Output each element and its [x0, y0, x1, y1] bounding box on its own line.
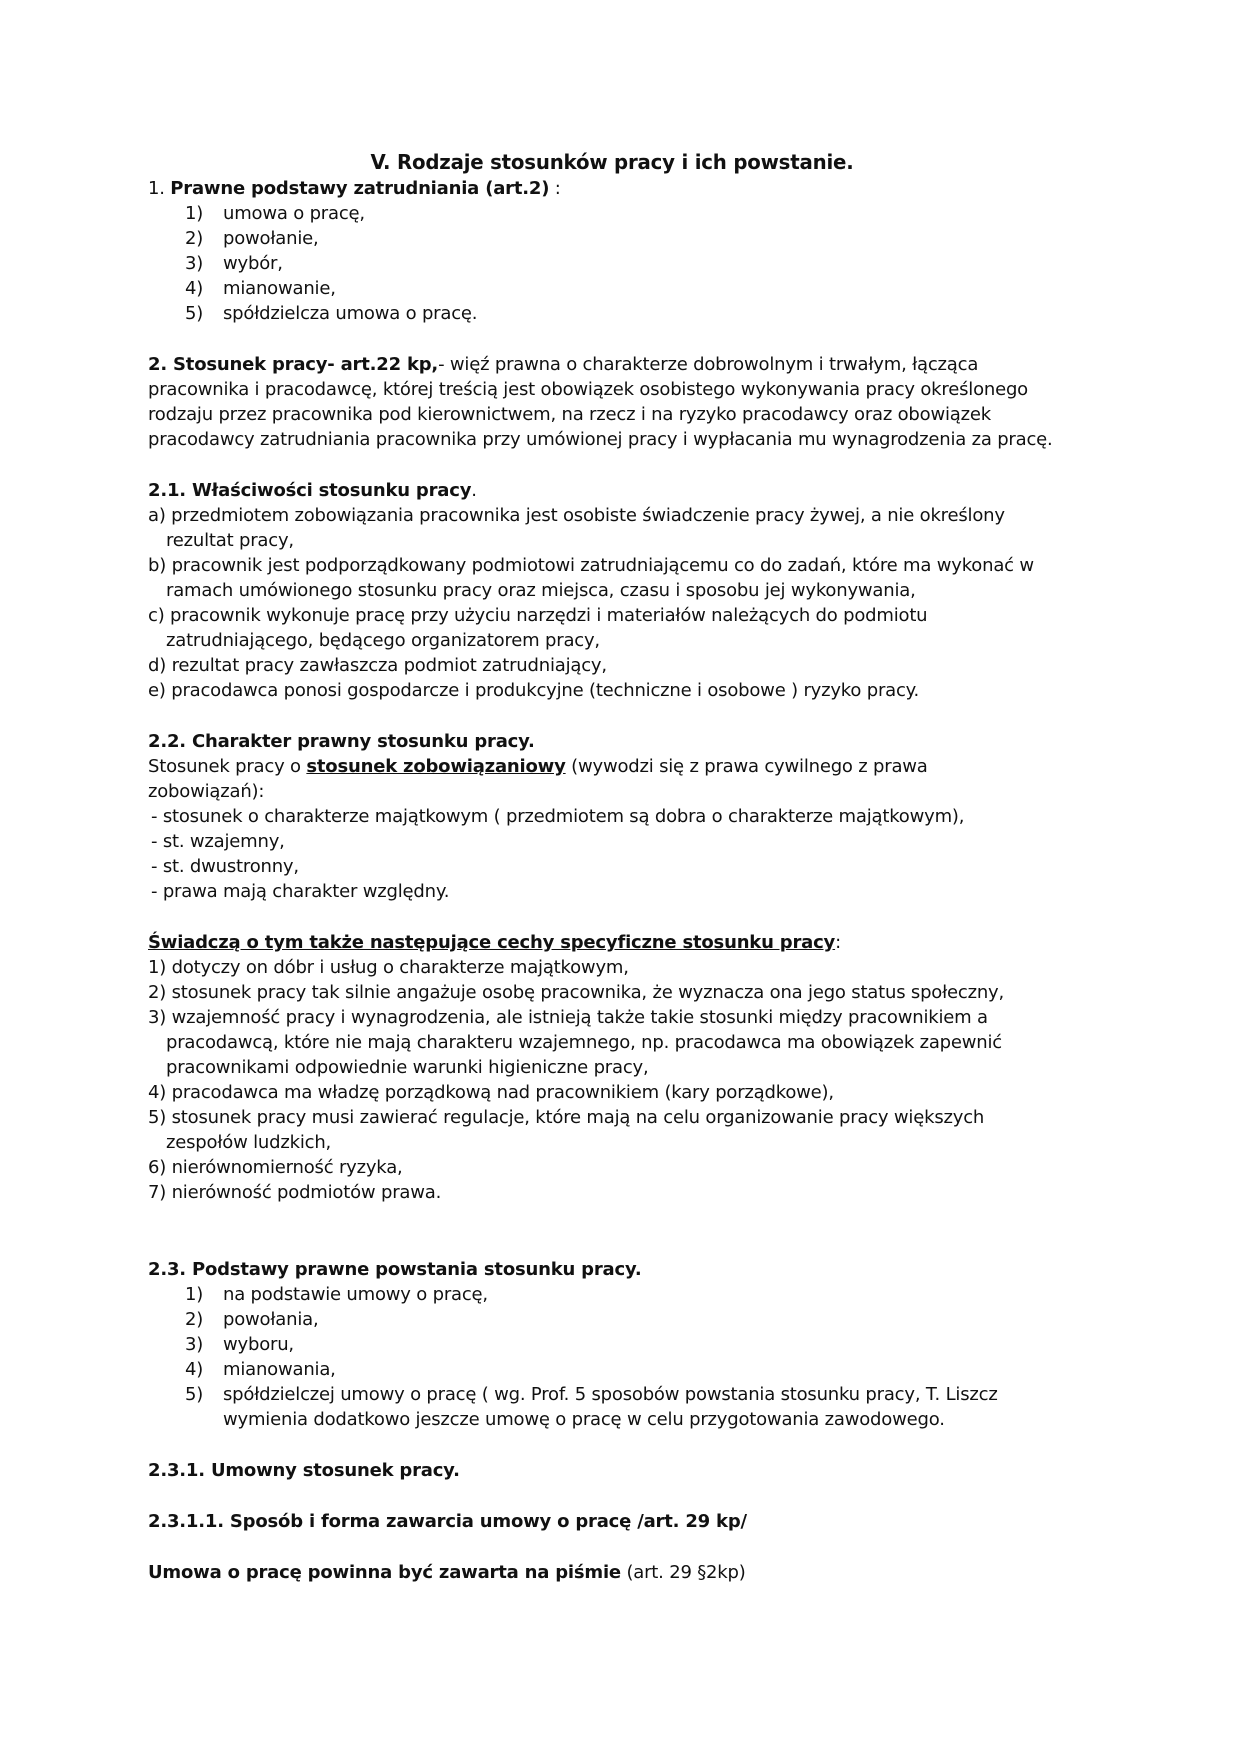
section-heading: 2.3. Podstawy prawne powstania stosunku pracy. [148, 1259, 642, 1280]
list-line: 4) pracodawca ma władzę porządkową nad pracownikiem (kary porządkowe), [148, 1082, 834, 1103]
list-item [185, 201, 365, 226]
list-line: d) rezultat pracy zawłaszcza podmiot zatrudniający, [148, 655, 607, 676]
list-continuation: wymienia dodatkowo jeszcze umowę o pracę w celu przygotowania zawodowego. [223, 1409, 945, 1430]
list-line: rezultat pracy, [166, 530, 294, 551]
list-line: 1) dotyczy on dóbr i usług o charakterze majątkowym, [148, 957, 629, 978]
list-line: 5) stosunek pracy musi zawierać regulacje, które mają na celu organizowanie pracy większych [148, 1107, 985, 1128]
list-text: spółdzielczej umowy o pracę ( wg. Prof. 5 sposobów powstania stosunku pracy, T. Liszcz [223, 1384, 998, 1405]
list-line: c) pracownik wykonuje pracę przy użyciu narzędzi i materiałów należących do podmiotu [148, 605, 928, 626]
heading-tail: : [835, 932, 841, 953]
list-line: pracownikami odpowiednie warunki higieniczne pracy, [166, 1057, 649, 1078]
list-number: 3) [185, 253, 204, 274]
list-text: umowa o pracę, [223, 203, 365, 224]
list-number: 2) [185, 228, 204, 249]
list-number: 1) [185, 203, 204, 224]
list-item [185, 226, 319, 251]
section-heading: Świadczą o tym także następujące cechy specyficzne stosunku pracy [148, 932, 836, 953]
list-text: wyboru, [223, 1334, 294, 1355]
section-number: 1. [148, 178, 171, 199]
section-heading: 2. Stosunek pracy- art.22 kp, [148, 354, 439, 375]
list-item [185, 1307, 318, 1332]
list-number: 4) [185, 1359, 204, 1380]
list-text: na podstawie umowy o pracę, [223, 1284, 488, 1305]
paragraph-line: pracodawcy zatrudniania pracownika przy umówionej pracy i wypłacania mu wynagrodzenia za pracę. [148, 429, 1053, 450]
list-line: zespołów ludzkich, [166, 1132, 332, 1153]
document-title: V. Rodzaje stosunków pracy i ich powstanie. [370, 150, 854, 174]
section-heading: 2.2. Charakter prawny stosunku pracy. [148, 731, 535, 752]
section-heading: 2.1. Właściwości stosunku pracy [148, 480, 472, 501]
section-heading: 2.3.1.1. Sposób i forma zawarcia umowy o pracę /art. 29 kp/ [148, 1511, 747, 1532]
bullet-line: - stosunek o charakterze majątkowym ( przedmiotem są dobra o charakterze majątkowym), [151, 806, 965, 827]
emphasis-text: Umowa o pracę powinna być zawarta na piśmie [148, 1562, 621, 1583]
paragraph-line: rodzaju przez pracownika pod kierownictwem, na rzecz i na ryzyko pracodawcy oraz obowiązek [148, 404, 991, 425]
list-item [185, 1382, 998, 1407]
paragraph-text: (wywodzi się z prawa cywilnego z prawa [565, 756, 928, 777]
list-number: 5) [185, 303, 204, 324]
list-line: e) pracodawca ponosi gospodarcze i produkcyjne (techniczne i osobowe ) ryzyko pracy. [148, 680, 920, 701]
list-text: powołanie, [223, 228, 319, 249]
section-2-1-heading-line [148, 478, 477, 503]
paragraph-text: (art. 29 §2kp) [620, 1562, 746, 1583]
list-number: 1) [185, 1284, 204, 1305]
heading-tail: : [549, 178, 561, 199]
list-text: wybór, [223, 253, 283, 274]
list-item [185, 1332, 294, 1357]
list-number: 2) [185, 1309, 204, 1330]
list-item [185, 1357, 336, 1382]
section-1-heading-line [148, 176, 561, 201]
bullet-line: - st. wzajemny, [151, 831, 285, 852]
list-number: 3) [185, 1334, 204, 1355]
list-number: 5) [185, 1384, 204, 1405]
paragraph-line [148, 1560, 746, 1585]
list-line: 6) nierównomierność ryzyka, [148, 1157, 403, 1178]
list-text: spółdzielcza umowa o pracę. [223, 303, 478, 324]
list-line: a) przedmiotem zobowiązania pracownika jest osobiste świadczenie pracy żywej, a nie określony [148, 505, 1005, 526]
features-heading-line [148, 930, 841, 955]
list-line: b) pracownik jest podporządkowany podmiotowi zatrudniającemu co do zadań, które ma wykonać w [148, 555, 1034, 576]
list-line: 2) stosunek pracy tak silnie angażuje osobę pracownika, że wyznacza ona jego status społeczny, [148, 982, 1005, 1003]
list-line: pracodawcą, które nie mają charakteru wzajemnego, np. pracodawca ma obowiązek zapewnić [166, 1032, 1002, 1053]
heading-tail: . [471, 480, 477, 501]
list-line: 3) wzajemność pracy i wynagrodzenia, ale istnieją także takie stosunki między pracownikiem a [148, 1007, 988, 1028]
bullet-line: - prawa mają charakter względny. [151, 881, 450, 902]
paragraph-line: zobowiązań): [148, 781, 265, 802]
list-number: 4) [185, 278, 204, 299]
bullet-line: - st. dwustronny, [151, 856, 299, 877]
list-item [185, 276, 336, 301]
paragraph-line [148, 352, 978, 377]
list-line: zatrudniającego, będącego organizatorem pracy, [166, 630, 600, 651]
section-heading: Prawne podstawy zatrudniania (art.2) [170, 178, 550, 199]
emphasis-text: stosunek zobowiązaniowy [306, 756, 566, 777]
list-item [185, 301, 477, 326]
list-text: mianowanie, [223, 278, 336, 299]
list-item [185, 251, 283, 276]
section-heading: 2.3.1. Umowny stosunek pracy. [148, 1460, 460, 1481]
paragraph-text: Stosunek pracy o [148, 756, 307, 777]
paragraph-text: - więź prawna o charakterze dobrowolnym i trwałym, łącząca [438, 354, 979, 375]
paragraph-line: pracownika i pracodawcę, której treścią jest obowiązek osobistego wykonywania pracy określonego [148, 379, 1028, 400]
list-line: 7) nierówność podmiotów prawa. [148, 1182, 442, 1203]
list-item [185, 1282, 488, 1307]
list-line: ramach umówionego stosunku pracy oraz miejsca, czasu i sposobu jej wykonywania, [166, 580, 916, 601]
list-text: mianowania, [223, 1359, 336, 1380]
paragraph-line [148, 754, 928, 779]
list-text: powołania, [223, 1309, 319, 1330]
